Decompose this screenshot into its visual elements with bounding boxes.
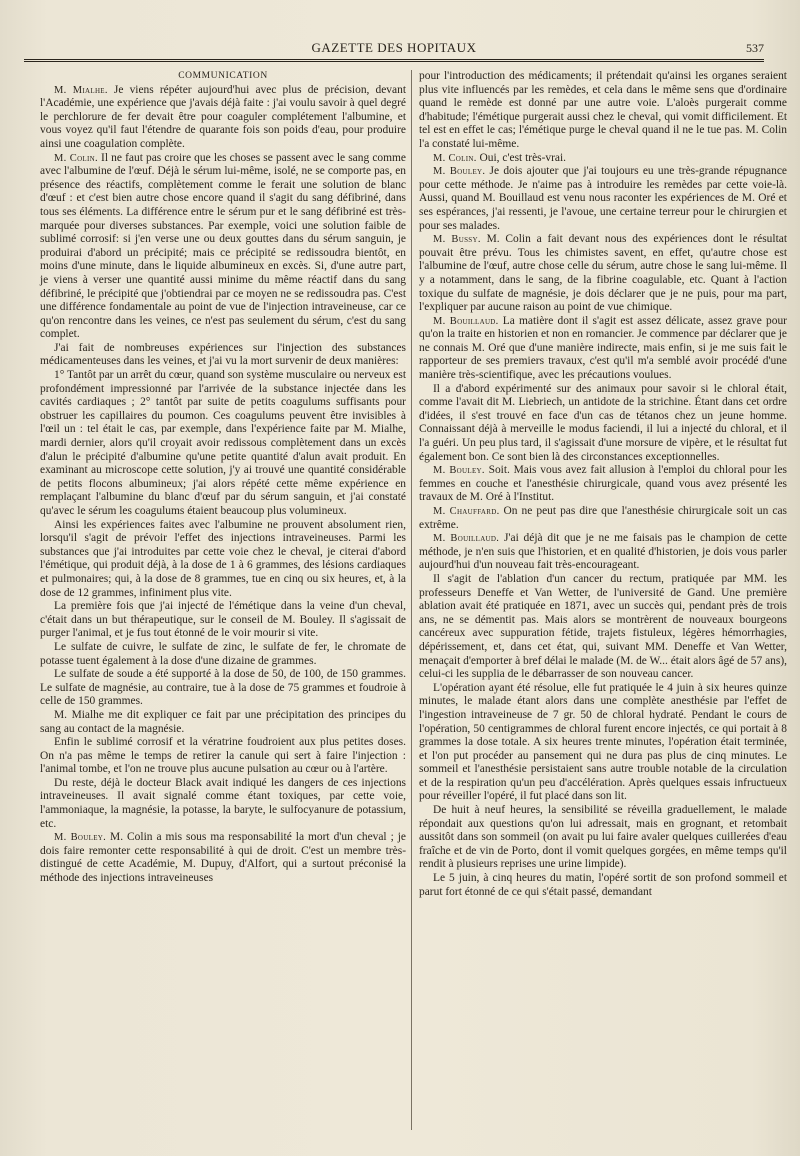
speaker: M. Mialhe. — [54, 84, 108, 96]
column-divider — [411, 70, 412, 1130]
paragraph: M. Chauffard. On ne peut pas dire que l'anesthésie chirurgicale soit un cas extrême. — [419, 505, 787, 531]
paragraph: Le 5 juin, à cinq heures du matin, l'opéré sortit de son profond sommeil et parut fort étonné de ce qui s'était passé, demandant — [419, 872, 787, 898]
speaker: M. Bouley. — [433, 166, 486, 178]
paragraph: Il s'agit de l'ablation d'un cancer du rectum, pratiquée par MM. les professeurs Deneffe et Van Wetter, de l'université de Gand. Une première ablation avait été pratiquée en 1871, avec un succès qui, pendant près de trois ans, ne se démentit pas. Mais alors se montrèrent de nouveaux bourgeons cancéreux avec suppuration fétide, trajets fistuleux, légères hémorrhagies, dépérissement, et, dans cet état, qui, suivant MM. Deneffe et Van Wetter, menaçait d'emporter à bref délai le malade (M. de W... était alors âgé de 57 ans), celui-ci les supplia de le débarrasser de son nouveau cancer. — [419, 572, 787, 681]
paragraph: M. Bouillaud. J'ai déjà dit que je ne me faisais pas le champion de cette méthode, je n'en suis que l'historien, et en qualité d'historien, je dois vous parler aujourd'hui d'un nouveau fait très-encourageant. — [419, 532, 787, 572]
speaker: M. Bouillaud. — [433, 533, 500, 545]
paragraph: M. Mialhe me dit expliquer ce fait par une précipitation des principes du sang au contact de la magnésie. — [40, 708, 406, 735]
paragraph: L'opération ayant été résolue, elle fut pratiquée le 4 juin à six heures quinze minutes, le malade étant alors dans une complète anesthésie par l'effet de l'ingestion intraveineuse de 7 gr. 50 de chloral hydraté. Pendant le cours de l'opération, 50 centigrammes de chloral furent encore injectés, ce qui portait à 8 grammes la dose totale. A six heures trente minutes, l'opération était terminée, et l'on put procéder au pansement qui ne dura pas plus de cinq minutes. Le sommeil et l'anesthésie persistaient sans autre trouble notable de la circulation et de la respiration qu'un peu d'accélération. Après quelques essais infructueux pour réveiller l'opéré, il fut placé dans son lit. — [419, 681, 787, 803]
paragraph: M. Bouley. Soit. Mais vous avez fait allusion à l'emploi du chloral pour les femmes en couche et l'anesthésie chirurgicale, quand vous avez présenté les travaux de M. Oré à l'Institut. — [419, 464, 787, 504]
paragraph: M. Mialhe. Je viens répéter aujourd'hui avec plus de précision, devant l'Académie, une expérience que j'avais déjà faite : j'ai voulu savoir à quel degré le perchlorure de fer devait être pour coaguler complétement l'albumine, et vous voyez qu'il faut l'étendre de quarante fois son poids d'eau, pour produire ainsi une coagulation complète. — [40, 83, 407, 150]
paragraph: Enfin le sublimé corrosif et la vératrine foudroient aux plus petites doses. On n'a pas même le temps de retirer la canule qui sert à faire l'injection : l'animal tombe, et l'on ne trouve plus aucune pulsation au cœur ou à l'artère. — [40, 736, 406, 776]
speaker: M. Chauffard. — [433, 506, 500, 517]
right-column — [419, 70, 787, 899]
speaker: M. Bouley. — [433, 465, 485, 477]
paragraph: M. Colin. Il ne faut pas croire que les choses se passent avec le sang comme avec l'albumine de l'œuf. Déjà le sérum lui-même, isolé, ne se comporte pas, en présence des réactifs, complètement comme le ferait une solution de blanc d'œuf : et c'est bien autre chose encore quand il s'agit du sang défibriné, dans tous ses éléments. La différence entre le sérum pur et le sang défibriné est très-marquée pour diverses substances. Par exemple, voici une solution faible de sublimé corrosif: si j'en verse une ou deux gouttes dans du sérum sanguin, je produirai d'abord un précipité; mais ce précipité se redissoudra bientôt, en moins d'une minute, dans le liquide albumineux en excès. Si, d'une autre part, je viens à verser une quantité aussi minime du même réactif dans du sang défibriné, le précipité que j'obtiendrai par ce moyen ne se redissoudra pas. C'est une différence fondamentale au point de vue de l'injection intraveineuse, car ce qu'on rencontre dans les veines, ce n'est pas seulement du sérum, c'est du sang complet. — [40, 151, 406, 341]
paragraph: Le sulfate de soude a été supporté à la dose de 50, de 100, de 150 grammes. Le sulfate de magnésie, au contraire, tue à la dose de 75 grammes et foudroie à celle de 150 grammes. — [40, 668, 406, 708]
paragraph: M. Colin. Oui, c'est très-vrai. — [433, 151, 567, 164]
speaker: M. Bussy. — [433, 234, 481, 246]
speaker: M. Bouley. — [54, 832, 107, 844]
journal-title: GAZETTE DES HOPITAUX — [311, 40, 477, 55]
paragraph: M. Bouley. M. Colin a mis sous ma responsabilité la mort d'un cheval ; je dois faire remonter cette responsabilité à qui de droit. C'est un membre très-distingué de cette Académie, M. Dupuy, d'Alfort, qui a surtout préconisé la méthode des injections intraveineuses — [40, 831, 406, 885]
left-column — [40, 70, 406, 886]
section-heading: COMMUNICATION — [178, 71, 268, 81]
paragraph: pour l'introduction des médicaments; il prétendait qu'ainsi les organes seraient plus vite influencés par les remèdes, et cela dans le même sens que d'ordinaire quand le remède est donné par une autre voie. L'aloès purgerait comme d'habitude; l'émétique purgerait aussi chez le cheval, qui vomit difficilement. Et tel est en effet le cas; l'émétique purge le cheval quand il ne le tue pas. M. Colin l'a constaté lui-même. — [419, 70, 787, 150]
paragraph: M. Bouley. Je dois ajouter que j'ai toujours eu une très-grande répugnance pour cette méthode. Je n'aime pas à introduire les remèdes par cette voie-là. Aussi, quand M. Bouillaud est venu nous raconter les expériences de M. Oré et ses espérances, j'ai ressenti, je l'avoue, une certaine terreur pour le chirurgien et pour ses malades. — [419, 165, 787, 232]
page-header — [24, 30, 764, 62]
paragraph: Ainsi les expériences faites avec l'albumine ne prouvent absolument rien, lorsqu'il s'agit de prévoir l'effet des injections intraveineuses. Parmi les substances que j'ai introduites par cette voie chez le cheval, je citerai d'abord l'émétique, qui produit déjà, à la dose de 1 à 6 grammes, des lésions cardiaques et pulmonaires; qui, à la dose de 8 grammes, tue en cinq ou six heures, et, à la dose de 12 grammes, infiniment plus vite. — [40, 518, 406, 599]
speaker: M. Colin. — [433, 152, 477, 164]
paragraph: De huit à neuf heures, la sensibilité se réveilla graduellement, le malade répondait aux questions qu'on lui adressait, mais en grognant, et retombait aussitôt dans son sommeil (on avait pu lui faire avaler quelques cuillerées d'eau fraîche et de vin de Porto, dont il vomit quelques gorgées, en même temps qu'il rendit à plusieurs reprises une urine limpide). — [419, 804, 787, 871]
speaker: M. Colin. — [54, 152, 98, 164]
paragraph: La première fois que j'ai injecté de l'émétique dans la veine d'un cheval, c'était dans un but thérapeutique, sur le conseil de M. Bouley. Il s'agissait de purger l'animal, et je fus tout étonné de le voir mourir si vite. — [40, 600, 406, 640]
paragraph: Du reste, déjà le docteur Black avait indiqué les dangers de ces injections intraveineuses. Il avait signalé comme étant toxiques, par cette voie, l'ammoniaque, la magnésie, la potasse, la baryte, le sulfocyanure de potassium, etc. — [40, 776, 406, 830]
paragraph: M. Bussy. M. Colin a fait devant nous des expériences dont le résultat pouvait être prévu. Tous les chimistes savent, en effet, qu'autre chose est l'albumine de l'œuf, autre chose celle du sérum, autre chose le sang lui-même. Il y a notamment, dans le sang, de la fibrine coagulable, etc. Quant à l'action toxique du sulfate de magnésie, je dois déclarer que je ne puis, pour ma part, l'expliquer par aucune raison au point de vue chimique. — [419, 233, 787, 314]
speaker: M. Bouillaud. — [433, 315, 499, 327]
paragraph: Le sulfate de cuivre, le sulfate de zinc, le sulfate de fer, le chromate de potasse tuent également à la dose d'une dizaine de grammes. — [40, 640, 406, 667]
paragraph: J'ai fait de nombreuses expériences sur l'injection des substances médicamenteuses dans les veines, et j'ai vu la mort survenir de deux manières: — [40, 341, 406, 368]
paragraph: Il a d'abord expérimenté sur des animaux pour savoir si le chloral était, comme l'avait dit M. Liebriech, un antidote de la strichine. Étant dans cet ordre d'idées, il s'est trouvé en face d'un cas de tétanos chez un jeune homme. Connaissant déjà à merveille le modus faciendi, il lui a injecté du chloral, et il l'a guéri. Un peu plus tard, il s'agissait d'une morsure de vipère, et le résultat fut également bon. Ce sont bien là des circonstances exceptionnelles. — [419, 382, 787, 463]
page-number: 537 — [746, 41, 764, 55]
paragraph: 1° Tantôt par un arrêt du cœur, quand son système musculaire ou nerveux est profondément impressionné par l'arrivée de la substance injectée dans les cavités cardiaques ; 2° tantôt par suite de petits coagulums suffisants pour obstruer les capillaires du poumon. Ces coagulums peuvent être invisibles à l'œil un : tel était le cas, par exemple, dans l'expérience faite par M. Mialhe, mardi dernier, alors qu'il croyait avoir redissous complètement dans un excès d'alun le précipité d'albumine qu'une petite quantité d'alun avait produit. En examinant au microscope cette solution, j'y ai trouvé une quantité considérable de petits flocons albumineux; j'ai alors répété cette même expérience en remplaçant l'albumine du blanc d'œuf par du sérum sanguin, et j'ai constaté qu'avec le sérum les coagulums étaient beaucoup plus volumineux. — [40, 369, 406, 517]
paragraph: M. Bouillaud. La matière dont il s'agit est assez délicate, assez grave pour qu'on la traite en historien et non en romancier. Je commence par déclarer que je ne connais M. Oré que d'une manière indirecte, mais enfin, si je me suis fait le rapporteur de ses premiers travaux, c'est qu'il m'a semblé avoir procédé d'une manière très-scientifique, avec les précautions voulues. — [419, 314, 787, 382]
